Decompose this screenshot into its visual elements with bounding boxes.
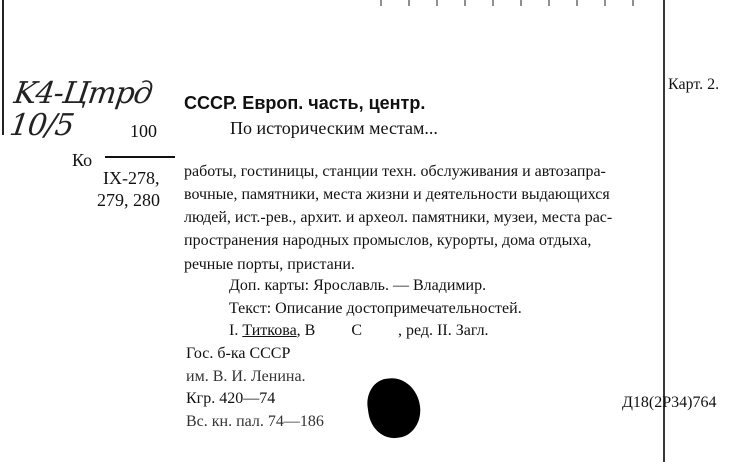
description-line-2: вочные, памятники, места жизни и деятельности выдающихся	[184, 186, 610, 203]
card-label: Карт. 2.	[668, 76, 720, 93]
library-line-1: Гос. б-ка СССР	[186, 345, 291, 362]
description-line-5: речные порты, пристани.	[184, 256, 355, 273]
library-line-3: Кгр. 420—74	[186, 390, 276, 407]
text-note: Текст: Описание достопримечательностей.	[229, 300, 522, 317]
library-line-2: им. В. И. Ленина.	[186, 368, 306, 385]
shelfmark-number-top: 100	[130, 121, 157, 141]
heading: СССР. Европ. часть, центр.	[184, 93, 426, 113]
library-line-4: Вс. кн. пал. 74—186	[186, 413, 324, 430]
shelfmark-number-bottom: Ко	[72, 150, 93, 170]
description-line-1: работы, гостиницы, станции техн. обслуживания и автозапра-	[184, 163, 606, 180]
handwritten-code: K4-Цтрд 10/5	[7, 76, 155, 143]
editor-initials: , В С , ред. II. Загл.	[296, 322, 489, 339]
card-left-edge	[2, 0, 4, 135]
description-line-3: людей, ист.-рев., архит. и археол. памятники, музеи, места рас-	[184, 209, 613, 226]
shelfmark-code-1: IX-278,	[103, 168, 160, 188]
editor-line	[229, 322, 489, 340]
subheading: По историческим местам...	[230, 118, 438, 138]
shelfmark-code-2: 279, 280	[97, 190, 160, 210]
shelfmark-fraction-line	[105, 156, 175, 158]
description-line-4: пространения народных промыслов, курорты, дома отдыха,	[184, 232, 592, 249]
ink-blot	[364, 375, 424, 442]
editor-prefix: I.	[229, 322, 243, 339]
classification-code: Д18(2Р34)764	[622, 394, 717, 411]
editor-name: Титкова	[242, 322, 297, 339]
card-right-edge	[663, 0, 665, 462]
top-edge-marks	[380, 0, 640, 6]
extra-maps: Доп. карты: Ярославль. — Владимир.	[229, 277, 487, 294]
